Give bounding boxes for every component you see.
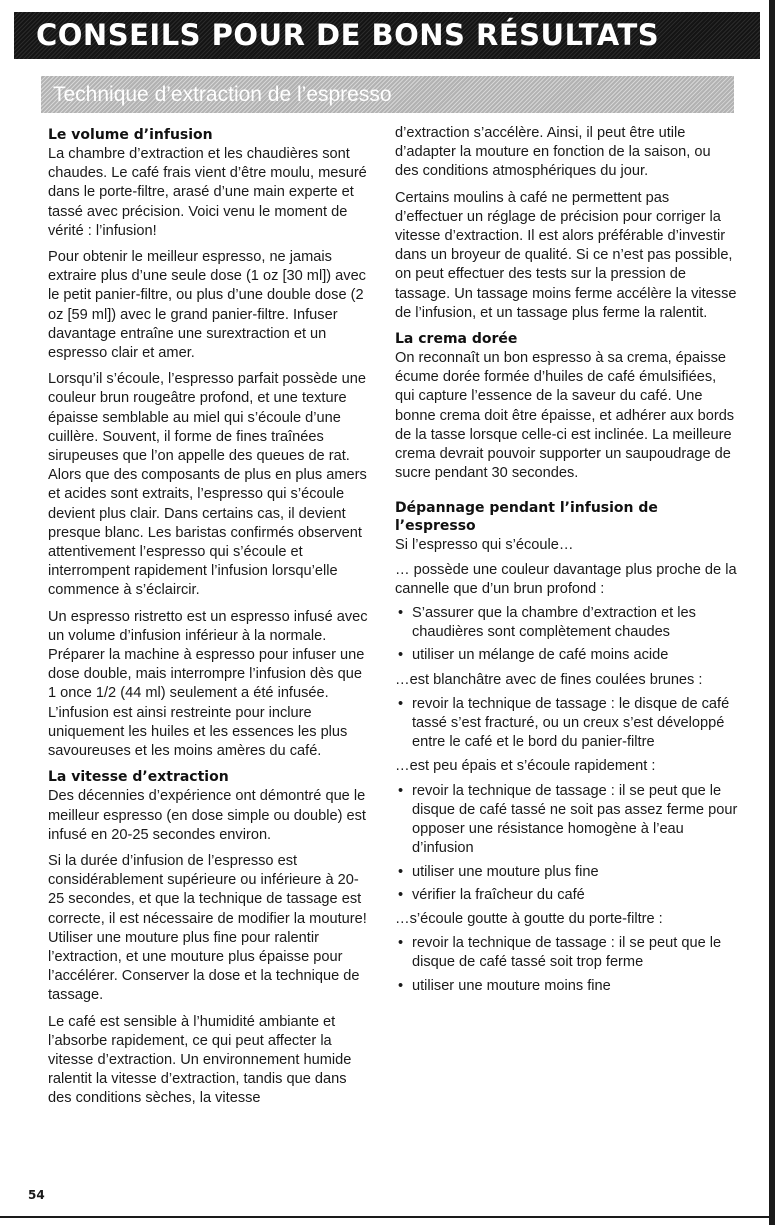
bottom-rule xyxy=(0,1216,775,1218)
troubleshoot-case: … possède une couleur davantage plus proche de la cannelle que d’un brun profond : xyxy=(395,561,737,597)
list-item: • revoir la technique de tassage : il se peut que le disque de café tassé ne soit pas assez ferme pour opposer une résistance homogène à l’eau d’infusion xyxy=(395,782,738,859)
list-item: • utiliser une mouture plus fine xyxy=(395,863,738,882)
page-number: 54 xyxy=(28,1188,45,1202)
troubleshoot-case: …est blanchâtre avec de fines coulées brunes : xyxy=(395,671,703,688)
page-edge-bar xyxy=(769,0,775,1225)
list-item: • utiliser un mélange de café moins acide xyxy=(395,646,738,665)
list-item: • utiliser une mouture moins fine xyxy=(395,977,738,996)
paragraph: Des décennies d’expérience ont démontré que le meilleur espresso (en dose simple ou double) est infusé en 20-25 secondes environ. xyxy=(48,788,366,843)
bullet-list xyxy=(395,782,738,905)
troubleshoot-case: …est peu épais et s’écoule rapidement : xyxy=(395,758,656,775)
paragraph: Si la durée d’infusion de l’espresso est considérablement supérieure ou inférieure à 20-25 secondes, et que la technique de tassage est correcte, il est nécessaire de modifier la mouture! Utiliser une mouture plus fine pour ralentir l’extraction, et une mouture plus épaisse pour l’accélérer. Conserver la dose et la technique de tassage. xyxy=(48,852,367,1004)
bullet-list xyxy=(395,604,738,666)
list-item: • revoir la technique de tassage : le disque de café tassé s’est fracturé, ou un creux s’est développé entre le café et le bord du panier-filtre xyxy=(395,695,738,753)
paragraph: On reconnaît un bon espresso à sa crema, épaisse écume dorée formée d’huiles de café émulsifiées, qui capture l’essence de la saveur du café. Une bonne crema doit être épaisse, et adhérer aux bords de la tasse lorsque celle-ci est inclinée. La meilleure crema devrait pouvoir supporter un saupoudrage de sucre pendant 30 secondes. xyxy=(395,350,735,482)
heading-volume: Le volume d’infusion xyxy=(48,127,213,143)
heading-vitesse: La vitesse d’extraction xyxy=(48,769,229,786)
paragraph: Un espresso ristretto est un espresso infusé avec un volume d’infusion inférieur à la normale. Préparer la machine à espresso pour infuser une dose double, mais interrompre l’infusion dès que 1 once 1/2 (44 ml) seulement a été infusée. L’infusion est ainsi restreinte pour inclure uniquement les huiles et les essences les plus savoureuses et les moins amères du café. xyxy=(48,608,368,760)
list-item: • vérifier la fraîcheur du café xyxy=(395,886,738,905)
bullet-list xyxy=(395,934,738,996)
left-column xyxy=(48,124,373,1116)
paragraph: Si l’espresso qui s’écoule… xyxy=(395,537,574,554)
subheader-band xyxy=(41,76,734,113)
paragraph: Lorsqu’il s’écoule, l’espresso parfait possède une couleur brun rougeâtre profond, et une texture épaisse semblable au miel qui s’écoule d’une cuillère. Souvent, il forme de fines traînées sirupeuses que l’on appelle des queues de rat. Alors que des composants de plus en plus amers et acides sont extraits, l’espresso qui s’écoule devient plus clair. Dans certains cas, il devient presque blanc. Les baristas confirmés observent attentivement l’espresso qui s’écoule et interrompent rapidement l’infusion lorsqu’elle commence à s’éclaircir. xyxy=(48,371,367,599)
list-item: • S’assurer que la chambre d’extraction et les chaudières sont complètement chaudes xyxy=(395,604,738,642)
heading-depannage: Dépannage pendant l’infusion de l’espresso xyxy=(395,500,658,535)
paragraph: Le café est sensible à l’humidité ambiante et l’absorbe rapidement, ce qui peut affecter la vitesse d’extraction. Un environnement humide ralentit la vitesse d’extraction, tandis que dans des conditions sèches, la vitesse xyxy=(48,1013,352,1107)
troubleshoot-case: …s’écoule goutte à goutte du porte-filtre : xyxy=(395,910,663,927)
bullet-list xyxy=(395,695,738,753)
heading-crema: La crema dorée xyxy=(395,331,518,348)
paragraph: d’extraction s’accélère. Ainsi, il peut être utile d’adapter la mouture en fonction de la saison, ou des conditions atmosphériques du jour. xyxy=(395,125,711,180)
paragraph: Certains moulins à café ne permettent pas d’effectuer un réglage de précision pour corriger la vitesse d’extraction. Il est alors préférable d’investir dans un broyeur de qualité. Si ce n’est pas possible, on peut effectuer des tests sur la pression de tassage. Un tassage moins ferme accélère la vitesse de l’infusion, et un tassage plus ferme la ralentit. xyxy=(395,189,737,321)
right-column xyxy=(395,124,738,1001)
paragraph: La chambre d’extraction et les chaudières sont chaudes. Le café frais vient d’être moulu, mesuré dans le porte-filtre, arasé d’une main experte et tassé avec précision. Voici venu le moment de vérité : l’infusion! xyxy=(48,146,367,239)
section-subtitle: Technique d’extraction de l’espresso xyxy=(53,83,392,106)
page-title: CONSEILS POUR DE BONS RÉSULTATS xyxy=(36,18,660,52)
list-item: • revoir la technique de tassage : il se peut que le disque de café tassé soit trop ferme xyxy=(395,934,738,972)
section-header-band xyxy=(14,12,760,59)
paragraph: Pour obtenir le meilleur espresso, ne jamais extraire plus d’une seule dose (1 oz [30 ml]) avec le petit panier-filtre, ou plus d’une double dose (2 oz [59 ml]) avec le grand panier-filtre. Infuser davantage entraîne une surextraction et un espresso clair et amer. xyxy=(48,249,366,362)
